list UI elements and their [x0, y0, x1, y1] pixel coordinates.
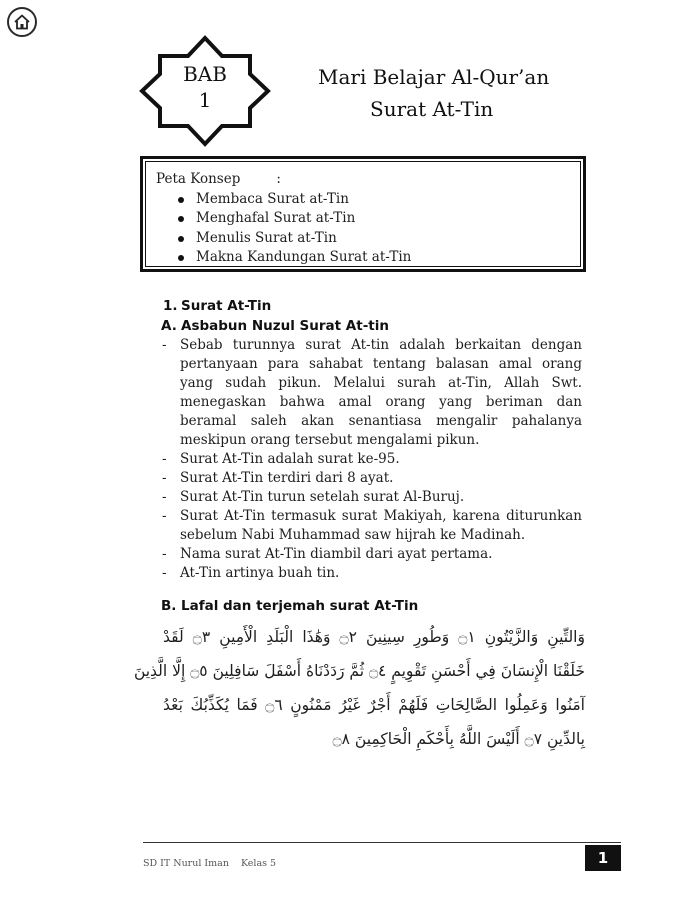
arabic-verses	[133, 620, 585, 756]
badge-label: BAB	[183, 62, 227, 86]
list-item: - Surat At-Tin turun setelah surat Al-Buruj.	[162, 488, 582, 507]
section-1-heading	[163, 298, 271, 314]
list-item: - Sebab turunnya surat At-tin adalah berkaitan dengan pertanyaan para sahabat tentang balasan amal orang yang sudah pikun. Melalui surah at-Tin, Allah Swt. menegaskan bahwa amal orang yang beriman dan beramal saleh akan senantiasa mengalir pahalanya meskipun orang tersebut mengalami pikun.	[162, 336, 582, 450]
list-item: - Surat At-Tin terdiri dari 8 ayat.	[162, 469, 582, 488]
section-a-letter: A.	[161, 318, 177, 334]
asbabun-nuzul-list	[162, 336, 582, 583]
concept-item: Membaca Surat at-Tin	[174, 190, 580, 210]
arabic-line: بِالدِّينِ ۝٧ أَلَيْسَ اللَّهُ بِأَحْكَمِ الْحَاكِمِينَ ۝٨	[332, 730, 585, 748]
list-item: - Surat At-Tin termasuk surat Makiyah, karena diturunkan sebelum Nabi Muhammad saw hijrah ke Madinah.	[162, 507, 582, 545]
section-b-heading	[161, 598, 418, 614]
list-item: - Surat At-Tin adalah surat ke-95.	[162, 450, 582, 469]
concept-map-title: Peta Konsep	[156, 171, 241, 187]
page-number: 1	[585, 845, 621, 871]
concept-map-box	[140, 156, 586, 272]
footer-class: Kelas 5	[240, 858, 277, 869]
arabic-line: خَلَقْنَا الْإِنسَانَ فِي أَحْسَنِ تَقْوِيمٍ ۝٤ ثُمَّ رَدَدْنَاهُ أَسْفَلَ سَافِلِينَ ۝٥ إِلَّا الَّذِينَ	[133, 662, 585, 680]
concept-map-heading	[156, 170, 580, 190]
section-b-title: Lafal dan terjemah surat At-Tin	[181, 598, 419, 614]
section-1-number: 1.	[163, 298, 178, 314]
footer-divider	[143, 842, 621, 843]
page-subtitle: Surat At-Tin	[370, 97, 494, 121]
list-item: - Nama surat At-Tin diambil dari ayat pertama.	[162, 545, 582, 564]
concept-item: Menghafal Surat at-Tin	[174, 209, 580, 229]
arabic-line: وَالتِّينِ وَالزَّيْتُونِ ۝١ وَطُورِ سِينِينَ ۝٢ وَهَٰذَا الْبَلَدِ الْأَمِينِ ۝٣ لَقَدْ	[163, 628, 585, 646]
home-icon	[13, 13, 31, 31]
concept-map-list	[156, 190, 580, 268]
section-a-heading	[161, 318, 389, 334]
page-title: Mari Belajar Al-Qur’an	[318, 65, 550, 89]
footer-text	[143, 858, 276, 869]
chapter-badge	[140, 36, 270, 146]
badge-number: 1	[198, 88, 212, 112]
concept-map-colon: :	[276, 171, 281, 187]
footer-school: SD IT Nurul Iman	[143, 858, 229, 869]
arabic-line: آمَنُوا وَعَمِلُوا الصَّالِحَاتِ فَلَهُمْ أَجْرٌ غَيْرُ مَمْنُونٍ ۝٦ فَمَا يُكَذِّبُكَ بَعْدُ	[163, 696, 585, 714]
section-b-letter: B.	[161, 598, 177, 614]
home-button[interactable]	[7, 7, 37, 37]
section-1-title: Surat At-Tin	[181, 298, 272, 314]
list-item: - At-Tin artinya buah tin.	[162, 564, 582, 583]
concept-item: Makna Kandungan Surat at-Tin	[174, 248, 580, 268]
concept-item: Menulis Surat at-Tin	[174, 229, 580, 249]
section-a-title: Asbabun Nuzul Surat At-tin	[181, 318, 389, 334]
